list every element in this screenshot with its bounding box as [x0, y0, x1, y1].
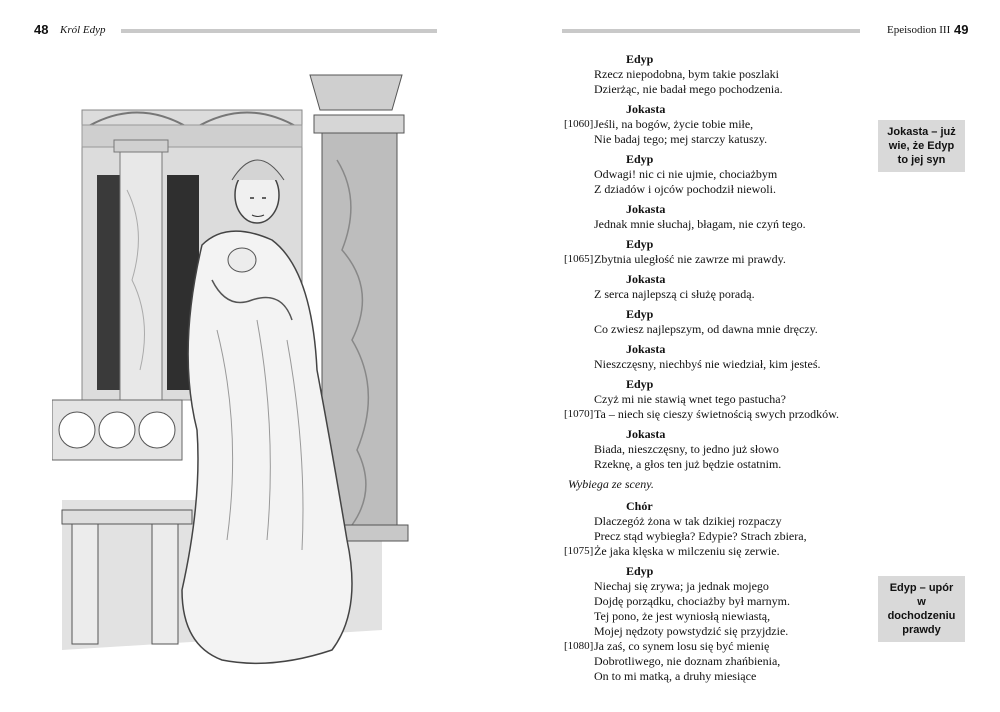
stage-direction: Wybiega ze sceny. — [568, 477, 654, 491]
verse-line — [564, 117, 884, 132]
dialogue-block — [564, 499, 884, 559]
running-title-right: Epeisodion III — [887, 24, 951, 36]
dialogue-block — [564, 342, 884, 372]
verse-line — [564, 639, 884, 654]
dialogue-block — [564, 307, 884, 337]
speaker-name: Jokasta — [626, 342, 666, 356]
jocasta-illustration — [52, 70, 447, 675]
dialogue-block — [564, 202, 884, 232]
verse-line — [564, 217, 884, 232]
verse-text: Że jaka klęska w milczeniu się zerwie. — [594, 544, 780, 558]
verse-line — [564, 322, 884, 337]
verse-text: Mojej nędzoty powstydzić się przyjdzie. — [594, 624, 789, 638]
verse-line — [564, 544, 884, 559]
verse-line — [564, 669, 884, 684]
verse-text: Niechaj się zrywa; ja jednak mojego — [594, 579, 769, 593]
speaker-name: Chór — [626, 499, 653, 513]
verse-line — [564, 407, 884, 422]
speaker-name: Edyp — [626, 564, 654, 578]
verse-line — [564, 357, 884, 372]
verse-text: Zbytnia uległość nie zawrze mi prawdy. — [594, 252, 786, 266]
verse-line — [564, 594, 884, 609]
verse-text: Rzecz niepodobna, bym takie poszlaki — [594, 67, 779, 81]
right-page — [500, 0, 1000, 712]
verse-line — [564, 82, 884, 97]
margin-note-jokasta: Jokasta – już wie, że Edyp to jej syn — [878, 120, 965, 172]
line-number: [1075] — [564, 545, 594, 557]
verse-text: Nie badaj tego; mej starczy katuszy. — [594, 132, 768, 146]
dialogue-block — [564, 52, 884, 97]
speaker-name: Edyp — [626, 52, 654, 66]
verse-text: Biada, nieszczęsny, to jedno już słowo — [594, 442, 779, 456]
speaker-name: Edyp — [626, 237, 654, 251]
speaker-name: Edyp — [626, 307, 654, 321]
verse-line — [564, 392, 884, 407]
dialogue-block — [564, 427, 884, 472]
line-number: [1080] — [564, 640, 594, 652]
speaker-name: Edyp — [626, 377, 654, 391]
verse-text: Jednak mnie słuchaj, błagam, nie czyń tego. — [594, 217, 806, 231]
header-rule-left — [121, 29, 437, 33]
margin-note-edyp: Edyp – upór w dochodzeniu prawdy — [878, 576, 965, 642]
verse-text: Dlaczegóż żona w tak dzikiej rozpaczy — [594, 514, 782, 528]
verse-line — [564, 167, 884, 182]
verse-line — [564, 514, 884, 529]
verse-line — [564, 624, 884, 639]
dialogue-block — [564, 237, 884, 267]
play-text — [564, 52, 884, 689]
line-number: [1060] — [564, 118, 594, 130]
verse-text: Czyż mi nie stawią wnet tego pastucha? — [594, 392, 786, 406]
verse-text: Ja zaś, co synem losu się być mienię — [594, 639, 770, 653]
verse-line — [564, 529, 884, 544]
verse-line — [564, 67, 884, 82]
header-rule-right — [562, 29, 860, 33]
verse-text: Rzeknę, a głos ten już będzie ostatnim. — [594, 457, 782, 471]
verse-text: Nieszczęsny, niechbyś nie wiedział, kim jesteś. — [594, 357, 821, 371]
verse-text: Z serca najlepszą ci służę poradą. — [594, 287, 755, 301]
line-number: [1070] — [564, 408, 594, 420]
verse-text: Precz stąd wybiegła? Edypie? Strach zbiera, — [594, 529, 807, 543]
running-title-left: Król Edyp — [60, 24, 106, 36]
verse-line — [564, 442, 884, 457]
verse-text: Tej pono, że jest wyniosłą niewiastą, — [594, 609, 771, 623]
verse-line — [564, 287, 884, 302]
speaker-name: Jokasta — [626, 427, 666, 441]
verse-text: On to mi matką, a druhy miesiące — [594, 669, 757, 683]
page-number-right: 49 — [954, 22, 969, 37]
verse-text: Co zwiesz najlepszym, od dawna mnie dręczy. — [594, 322, 818, 336]
speaker-name: Jokasta — [626, 202, 666, 216]
line-number: [1065] — [564, 253, 594, 265]
verse-text: Dojdę porządku, chociażby był marnym. — [594, 594, 790, 608]
verse-text: Ta – niech się cieszy świetnością swych przodków. — [594, 407, 839, 421]
dialogue-block — [564, 102, 884, 147]
verse-line — [564, 579, 884, 594]
verse-text: Dzierżąc, nie badał mego pochodzenia. — [594, 82, 783, 96]
verse-text: Z dziadów i ojców pochodził niewoli. — [594, 182, 776, 196]
verse-line — [564, 252, 884, 267]
speaker-name: Jokasta — [626, 272, 666, 286]
dialogue-block — [564, 272, 884, 302]
page-number-left: 48 — [34, 22, 49, 37]
dialogue-block — [564, 152, 884, 197]
dialogue-block — [564, 377, 884, 422]
verse-text: Odwagi! nic ci nie ujmie, chociażbym — [594, 167, 778, 181]
verse-text: Jeśli, na bogów, życie tobie miłe, — [594, 117, 754, 131]
verse-line — [564, 132, 884, 147]
dialogue-block — [564, 564, 884, 684]
verse-line — [564, 182, 884, 197]
verse-line — [564, 457, 884, 472]
speaker-name: Jokasta — [626, 102, 666, 116]
speaker-name: Edyp — [626, 152, 654, 166]
verse-line — [564, 654, 884, 669]
verse-text: Dobrotliwego, nie doznam zhańbienia, — [594, 654, 781, 668]
verse-line — [564, 609, 884, 624]
